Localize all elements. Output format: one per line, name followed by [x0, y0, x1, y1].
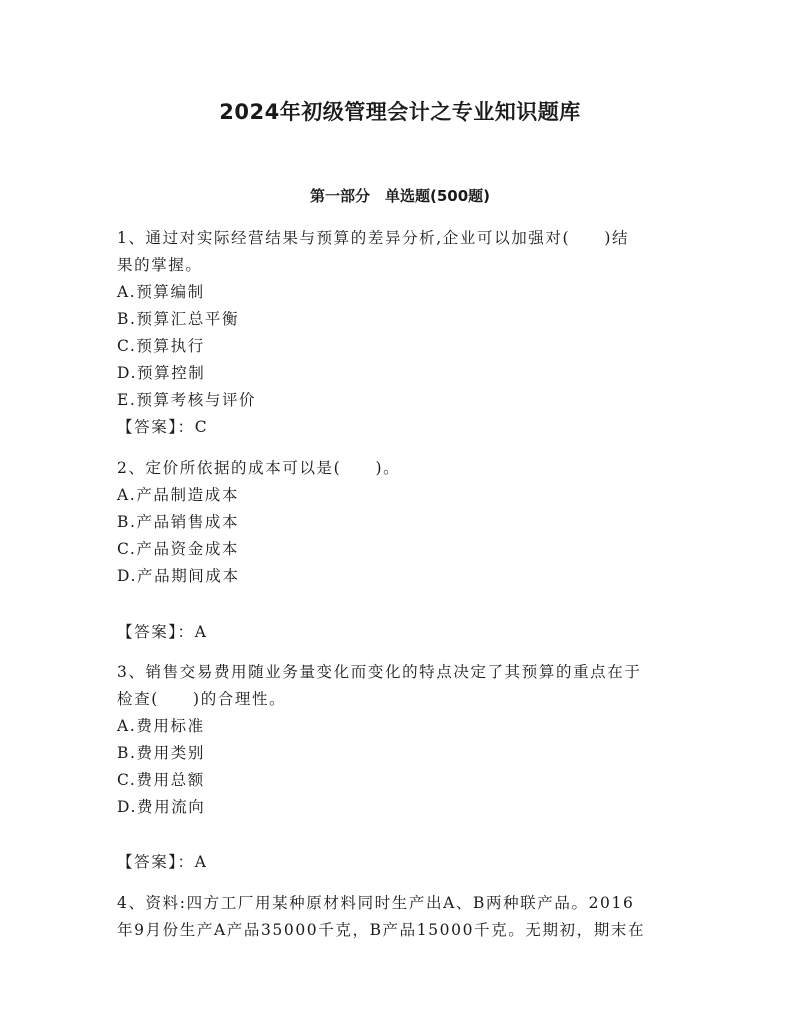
question-1-answer: 【答案】：C: [117, 418, 209, 436]
question-2-option-d: D.产品期间成本: [117, 567, 240, 585]
question-1-stem-line-2: 果的掌握。: [117, 256, 203, 274]
question-2-stem-line-1: 2、定价所依据的成本可以是( )。: [117, 459, 401, 477]
question-3-stem-line-1: 3、销售交易费用随业务量变化而变化的特点决定了其预算的重点在于: [117, 663, 642, 681]
question-1-option-c: C.预算执行: [117, 337, 205, 355]
question-1-option-e: E.预算考核与评价: [117, 391, 257, 409]
question-1-option-d: D.预算控制: [117, 364, 206, 382]
question-4-stem-line-2: 年9月份生产A产品35000千克，B产品15000千克。无期初，期末在: [117, 921, 646, 939]
question-3-option-a: A.费用标准: [117, 717, 205, 735]
question-3-stem-line-2: 检查( )的合理性。: [117, 690, 287, 708]
question-2-option-b: B.产品销售成本: [117, 513, 240, 531]
document-title: 2024年初级管理会计之专业知识题库: [219, 100, 581, 124]
question-2-answer: 【答案】：A: [117, 623, 208, 641]
question-3-answer: 【答案】：A: [117, 853, 208, 871]
question-3-option-c: C.费用总额: [117, 771, 205, 789]
section-title: 第一部分 单选题(500题): [309, 187, 491, 205]
question-1-stem-line-1: 1、通过对实际经营结果与预算的差异分析,企业可以加强对( )结: [117, 229, 630, 247]
question-2-option-c: C.产品资金成本: [117, 540, 240, 558]
question-1-option-b: B.预算汇总平衡: [117, 310, 240, 328]
question-1-option-a: A.预算编制: [117, 283, 205, 301]
question-3-option-b: B.费用类别: [117, 744, 205, 762]
question-4-stem-line-1: 4、资料:四方工厂用某种原材料同时生产出A、B两种联产品。2016: [117, 894, 635, 912]
question-2-option-a: A.产品制造成本: [117, 486, 239, 504]
question-3-option-d: D.费用流向: [117, 798, 206, 816]
